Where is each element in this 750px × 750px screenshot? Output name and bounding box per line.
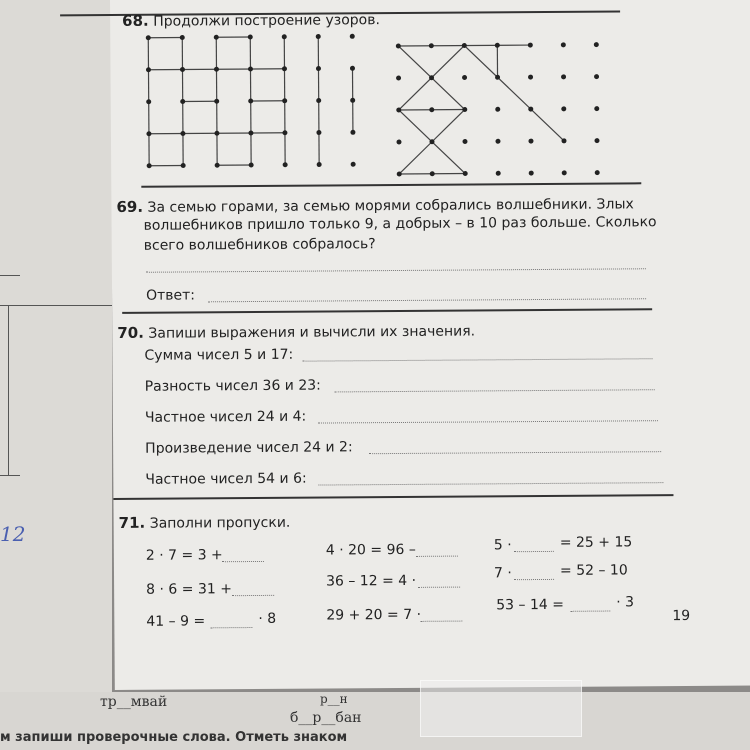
pattern-dot — [316, 66, 321, 71]
behind-word: б__р__бан — [290, 710, 362, 726]
tape — [420, 680, 582, 737]
pattern-dot — [316, 130, 321, 135]
pattern-line — [464, 45, 564, 142]
pattern-dot — [594, 74, 599, 79]
pattern-dot — [146, 131, 151, 136]
pattern-dot — [429, 43, 434, 48]
pattern-dot — [180, 131, 185, 136]
pattern-dot — [350, 130, 355, 135]
pattern-dot — [147, 163, 152, 168]
pattern-line — [432, 142, 465, 174]
pattern-dot — [316, 98, 321, 103]
pattern-line — [432, 110, 465, 142]
answer-line[interactable] — [208, 298, 646, 302]
pattern-dot — [146, 67, 151, 72]
pattern-dot — [562, 170, 567, 175]
behind-word: тр__мвай — [100, 694, 168, 710]
pattern-dot — [528, 75, 533, 80]
pattern-dot — [495, 139, 500, 144]
pattern-dot — [396, 107, 401, 112]
pattern-dot — [282, 130, 287, 135]
pattern-dot — [350, 98, 355, 103]
pattern-dot — [594, 106, 599, 111]
answer-line[interactable] — [318, 420, 658, 423]
pattern-dot — [561, 74, 566, 79]
pattern-dot — [396, 43, 401, 48]
pattern-dot — [282, 66, 287, 71]
workbook-page: 68. Продолжи построение узоров. 69. За семью горами, за семью морями собрались волшебники. Злых волшебников пришло только 9, а добрых – в 10 раз больше. Сколько всего волшебников собралось? Ответ: 70. Запиши выражения и вычисли их значения. Сумма чисел 5 и 17: Разность чисел 36 и 23: Частное чисел 24 и 4: Произведение чисел 24 и 2: Частное чисел 54 и 6: 71. Заполни пропуски. 2 · 7 = 3 + 8 · 6 = 31 + 41 – 9 = · 8 4 · 20 = 96 – 36 – 12 = 4 · 29 + 20 = 7 · 5 · = 25 + 15 7 · = 52 – 10 53 – 14 = · 3 19 — [110, 0, 750, 690]
pattern-dot — [496, 171, 501, 176]
pattern-dot — [248, 99, 253, 104]
pattern-dot — [214, 99, 219, 104]
pattern-line — [399, 142, 432, 174]
pattern-dot — [528, 139, 533, 144]
pattern-dot — [146, 99, 151, 104]
pattern-dot — [350, 34, 355, 39]
pattern-dot — [429, 139, 434, 144]
pattern-dot — [396, 75, 401, 80]
pattern-dot — [396, 139, 401, 144]
exercise-68: 68. Продолжи построение узоров. — [122, 11, 380, 30]
answer-line[interactable] — [369, 451, 661, 454]
pattern-dot — [397, 171, 402, 176]
answer-line[interactable] — [335, 389, 655, 392]
dot-patterns — [110, 0, 750, 190]
pattern-dot — [215, 163, 220, 168]
pattern-dot — [316, 34, 321, 39]
answer-line[interactable] — [318, 482, 663, 485]
pattern-dot — [180, 67, 185, 72]
pattern-dot — [181, 163, 186, 168]
pattern-dot — [462, 75, 467, 80]
answer-line[interactable] — [303, 358, 653, 361]
pattern-dot — [282, 98, 287, 103]
pattern-dot — [495, 75, 500, 80]
pattern-dot — [462, 43, 467, 48]
pattern-dot — [462, 107, 467, 112]
pattern-dot — [430, 171, 435, 176]
pattern-dot — [214, 35, 219, 40]
margin-note: 12 — [0, 522, 26, 546]
pattern-dot — [561, 42, 566, 47]
answer-label: Ответ: — [146, 287, 196, 304]
pattern-dot — [595, 170, 600, 175]
pattern-dot — [249, 163, 254, 168]
pattern-dot — [429, 75, 434, 80]
pattern-dot — [528, 43, 533, 48]
pattern-dot — [146, 35, 151, 40]
pattern-dot — [317, 162, 322, 167]
pattern-dot — [594, 42, 599, 47]
behind-word: р__н — [320, 692, 348, 706]
pattern-dot — [214, 67, 219, 72]
pattern-dot — [283, 162, 288, 167]
pattern-dot — [429, 107, 434, 112]
pattern-line — [399, 110, 432, 142]
pattern-dot — [282, 34, 287, 39]
page-behind — [0, 692, 750, 750]
pattern-dot — [248, 67, 253, 72]
pattern-dot — [528, 107, 533, 112]
pattern-dot — [180, 99, 185, 104]
page-number: 19 — [672, 607, 691, 625]
pattern-dot — [529, 171, 534, 176]
pattern-dot — [462, 139, 467, 144]
pattern-dot — [495, 43, 500, 48]
pattern-dot — [561, 106, 566, 111]
pattern-dot — [351, 162, 356, 167]
pattern-dot — [180, 35, 185, 40]
pattern-dot — [561, 138, 566, 143]
behind-instruction: м запиши проверочные слова. Отметь знаком — [0, 730, 348, 745]
pattern-dot — [350, 66, 355, 71]
pattern-dot — [594, 138, 599, 143]
pattern-dot — [463, 171, 468, 176]
pattern-dot — [495, 107, 500, 112]
pattern-dot — [214, 131, 219, 136]
adjacent-page — [0, 0, 112, 700]
pattern-dot — [248, 131, 253, 136]
pattern-dot — [248, 35, 253, 40]
